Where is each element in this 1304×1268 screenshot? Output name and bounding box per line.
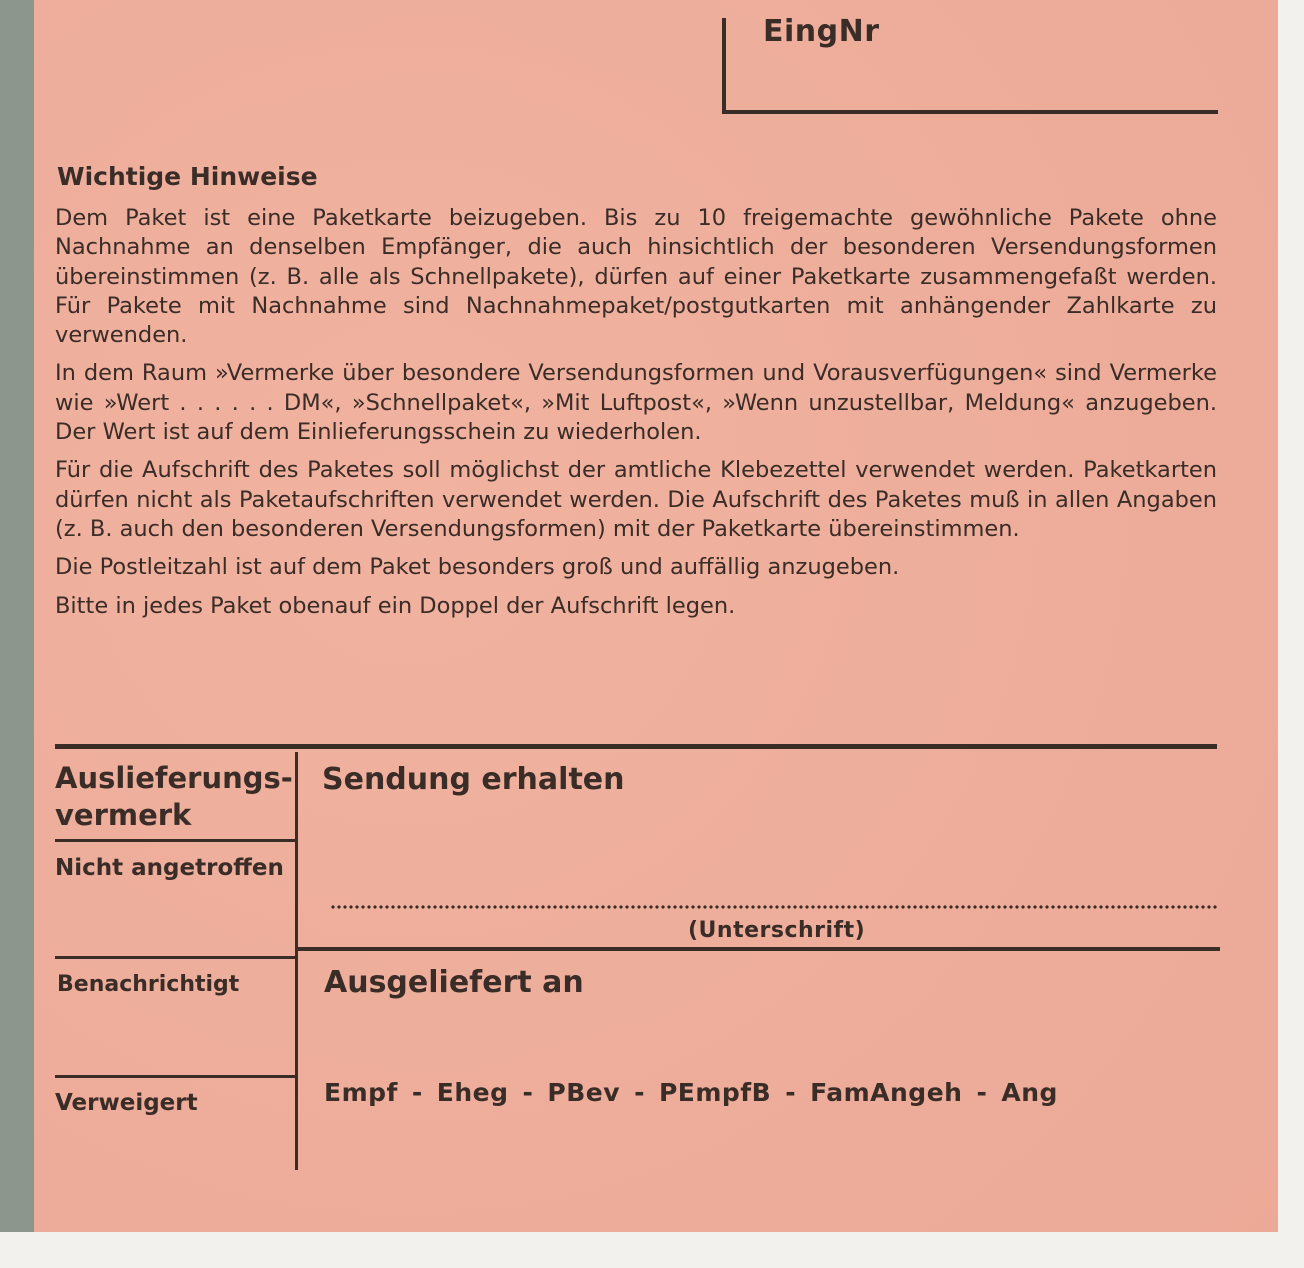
form-rule <box>295 947 1220 951</box>
recipient-option: FamAngeh <box>810 1078 963 1107</box>
separator: - <box>976 1078 988 1107</box>
auslieferungsvermerk-label <box>55 760 293 834</box>
unterschrift-caption: (Unterschrift) <box>688 918 866 943</box>
eing-number-label: EingNr <box>763 14 880 49</box>
recipient-option: Ang <box>1001 1078 1058 1107</box>
form-rule <box>55 1075 295 1078</box>
notes-paragraph: Bitte in jedes Paket obenauf ein Doppel der Aufschrift legen. <box>55 592 736 619</box>
separator: - <box>411 1078 423 1107</box>
form-rule <box>55 956 295 959</box>
auslieferungsvermerk-line2: vermerk <box>55 798 192 832</box>
sendung-erhalten-label: Sendung erhalten <box>322 762 625 797</box>
notes-body <box>55 204 1217 630</box>
separator: - <box>634 1078 645 1107</box>
notes-paragraph: Dem Paket ist eine Paketkarte beizugeben. Bis zu 10 freigemachte gewöhnliche Pakete ohne Nachnahme an denselben Empfänger, die auch hinsichtlich der besonderen Versendungsformen übereinstimmen (z. B. alle als Schnellpakete), dürfen auf einer Paketkarte zusammengefaßt werden. Für Pakete mit Nachnahme sind Nachnahmepaket/postgutkarten mit anhängender Zahlkarte zu verwenden. <box>55 205 1217 349</box>
recipient-option: PEmpfB <box>658 1078 772 1107</box>
notes-paragraph: In dem Raum »Vermerke über besondere Versendungsformen und Vorausverfügungen« sind Vermerke wie »Wert . . . . . . DM«, »Schnellpaket«, »Mit Luftpost«, »Wenn unzustellbar, Meldung« anzugeben. Der Wert ist auf dem Einlieferungsschein zu wiederholen. <box>55 360 1217 446</box>
verweigert-label: Verweigert <box>55 1090 198 1116</box>
benachrichtigt-label: Benachrichtigt <box>57 972 240 997</box>
form-top-rule <box>55 744 1217 749</box>
page-edge-bottom <box>0 1232 1304 1268</box>
recipient-option: Empf <box>324 1078 398 1107</box>
form-divider-vertical <box>295 752 298 1170</box>
separator: - <box>522 1078 534 1107</box>
notes-paragraph: Die Postleitzahl ist auf dem Paket besonders groß und auffällig anzugeben. <box>55 554 900 581</box>
notes-title: Wichtige Hinweise <box>57 162 318 191</box>
notes-paragraph: Für die Aufschrift des Paketes soll möglichst der amtliche Klebezettel verwendet werden. Paketkarten dürfen nicht als Paketaufschriften verwendet werden. Die Aufschrift des Paketes muß in allen Angaben (z. B. auch den besonderen Versendungsformen) mit der Paketkarte übereinstimmen. <box>55 457 1217 542</box>
auslieferungsvermerk-line1: Auslieferungs- <box>55 761 293 795</box>
form-rule <box>55 839 295 842</box>
signature-dotted-line <box>330 905 1218 909</box>
page-edge-right <box>1278 0 1304 1268</box>
recipient-option: PBev <box>547 1078 621 1107</box>
separator: - <box>785 1078 797 1107</box>
recipient-option: Eheg <box>436 1078 509 1107</box>
ausgeliefert-an-label: Ausgeliefert an <box>324 965 584 1000</box>
nicht-angetroffen-label: Nicht angetroffen <box>55 855 284 881</box>
recipient-options <box>324 1078 1072 1107</box>
